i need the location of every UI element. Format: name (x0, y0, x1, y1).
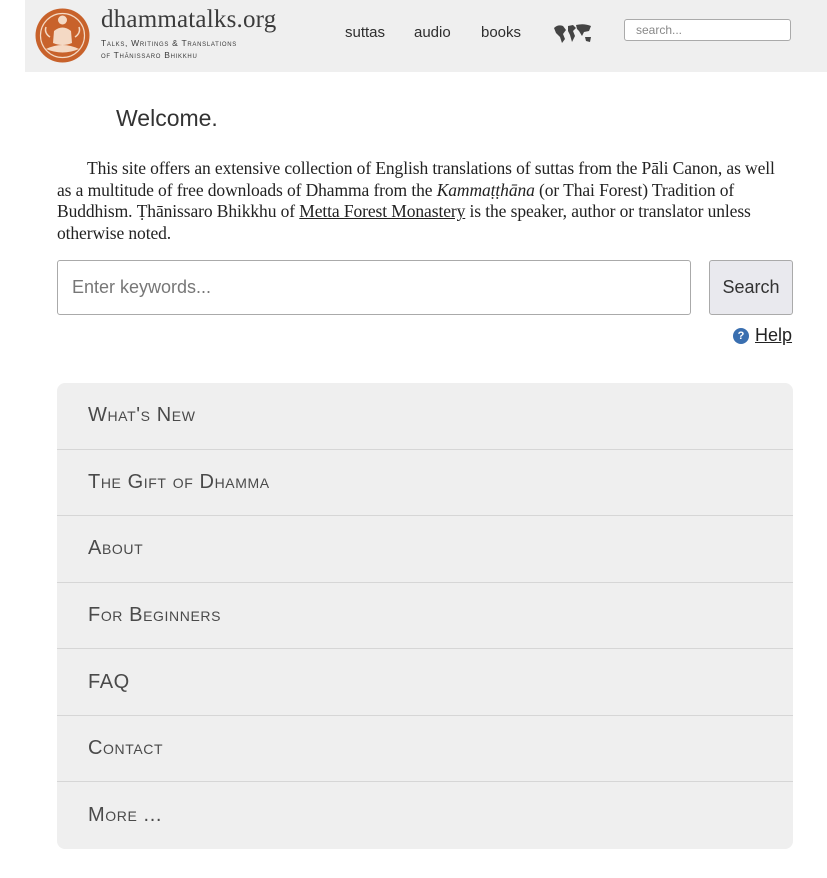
menu-item-more[interactable]: More ... (88, 804, 163, 827)
menu-item-faq[interactable]: FAQ (57, 649, 793, 716)
menu-item-for-beginners[interactable]: For Beginners (57, 583, 793, 650)
nav-books[interactable]: books (481, 24, 522, 41)
nav-audio[interactable]: audio (414, 24, 451, 41)
intro-text-3: is the speaker, author or translator unless otherwise noted. (57, 201, 751, 243)
site-header (25, 0, 827, 72)
help-link-group[interactable] (733, 325, 792, 346)
question-circle-icon[interactable]: ? (733, 328, 749, 344)
nav-suttas[interactable]: suttas (345, 24, 386, 41)
intro-text-1: This site offers an extensive collection of English translations of suttas from the Pāli Canon, as well as a multitude of free downloads of Dhamma from the (57, 158, 775, 200)
keyword-search-input[interactable] (57, 260, 691, 315)
menu-item-about[interactable]: About (57, 516, 793, 583)
page-title: Welcome. (116, 105, 218, 131)
main-menu (57, 383, 793, 849)
tagline-line2: of Thānissaro Bhikkhu (101, 50, 198, 60)
menu-item-whats-new[interactable]: What's New (57, 383, 793, 450)
tagline-line1: Talks, Writings & Translations (101, 38, 237, 48)
menu-item-contact[interactable]: Contact (57, 716, 793, 783)
header-search-input[interactable] (624, 19, 791, 41)
search-button[interactable]: Search (709, 260, 793, 315)
site-tagline (101, 37, 237, 61)
buddha-logo-icon[interactable] (34, 7, 91, 64)
help-link[interactable]: Help (755, 325, 793, 345)
world-map-icon[interactable] (551, 22, 595, 46)
metta-forest-link[interactable]: Metta Forest Monastery (299, 201, 466, 221)
menu-item-gift-of-dhamma[interactable]: The Gift of Dhamma (57, 450, 793, 517)
intro-paragraph (57, 158, 793, 244)
intro-text-2: (or Thai Forest) Tradition of Buddhism. Ṭhānissaro Bhikkhu of (57, 179, 735, 221)
intro-emphasis: Kammaṭṭhāna (436, 179, 535, 200)
site-name[interactable]: dhammatalks.org (101, 6, 277, 33)
